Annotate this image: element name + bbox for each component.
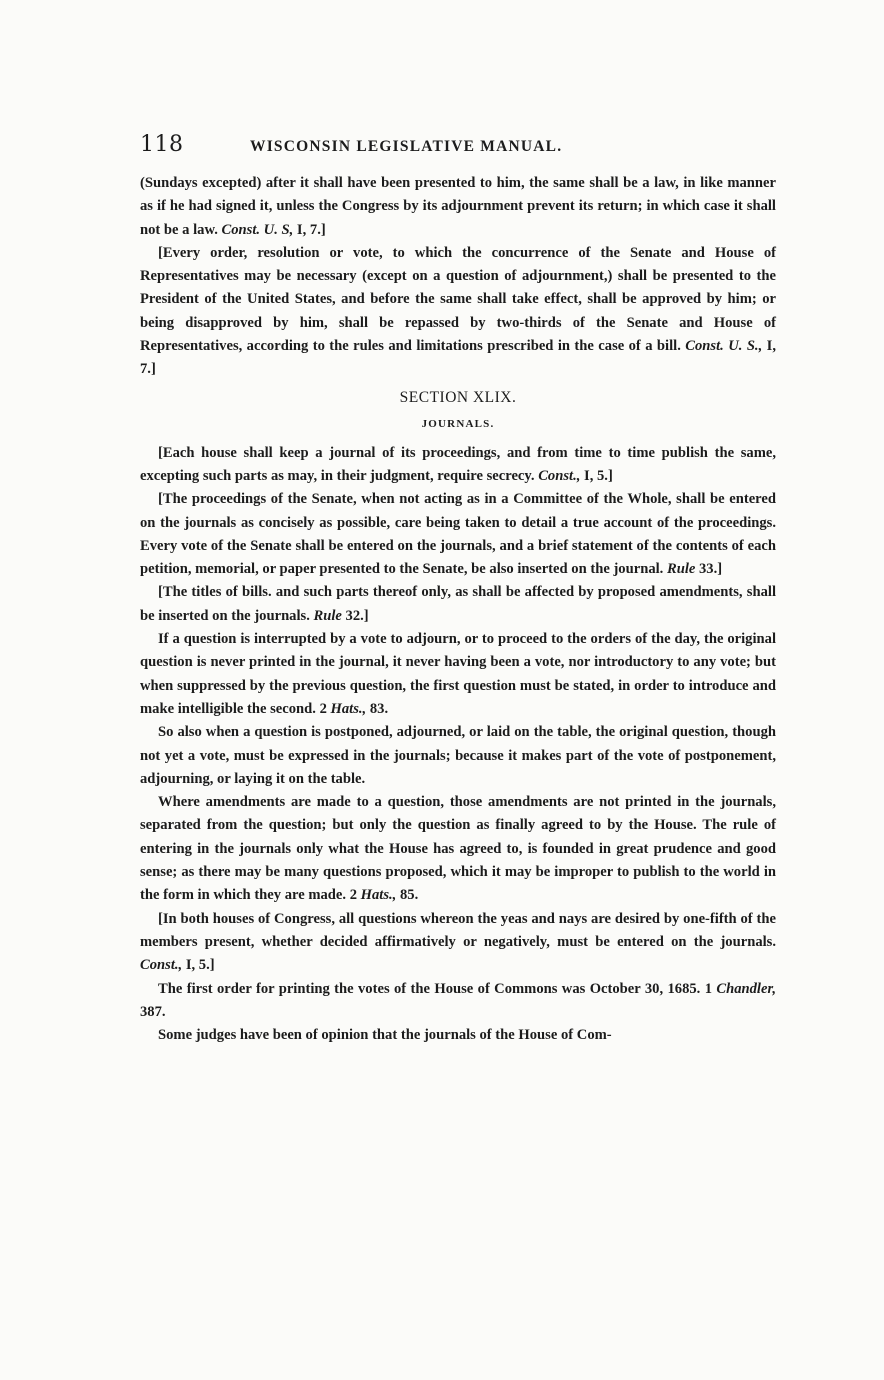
document-page [140,132,776,1047]
paragraph: [The titles of bills. and such parts thereof only, as shall be affected by proposed amendments, shall be inserted on the journals. Rule 32.] [140,584,776,624]
paragraph: [Every order, resolution or vote, to which the concurrence of the Senate and House of Representatives may be necessary (except on a question of adjournment,) shall be presented to the President of the United States, and before the same shall take effect, shall be approved by him; or being disapproved by him, shall be repassed by two-thirds of the Senate and House of Representatives, according to the rules and limitations prescribed in the case of a bill. Const. U. S., I, 7.] [140,244,776,378]
page-number: 118 [140,132,184,157]
paragraph: (Sundays excepted) after it shall have been presented to him, the same shall be a law, in like manner as if he had signed it, unless the Congress by its adjournment prevent its return; in which case it shall not be a law. Const. U. S, I, 7.] [140,175,776,238]
paragraph: So also when a question is postponed, adjourned, or laid on the table, the original question, though not yet a vote, must be expressed in the journals; because it makes part of the vote of postponement, adjourning, or laying it on the table. [140,724,776,787]
paragraph: Where amendments are made to a question, those amendments are not printed in the journals, separated from the question; but only the question as finally agreed to by the House. The rule of entering in the journals only what the House has agreed to, is founded in great prudence and good sense; as there may be many questions proposed, which it may be improper to publish to the world in the form in which they are made. 2 Hats., 85. [140,794,776,904]
section-title: SECTION XLIX. [399,388,517,406]
paragraph: [The proceedings of the Senate, when not acting as in a Committee of the Whole, shall be entered on the journals as concisely as possible, care being taken to detail a true account of the proceedings. Every vote of the Senate shall be entered on the journals, and a brief statement of the contents of each petition, memorial, or paper presented to the Senate, be also inserted on the journal. Rule 33.] [140,491,776,578]
paragraph: Some judges have been of opinion that the journals of the House of Com- [158,1027,612,1044]
paragraph: If a question is interrupted by a vote to adjourn, or to proceed to the orders of the day, the original question is never printed in the journal, it never having been a vote, nor introductory to any vote; but when suppressed by the previous question, the first question must be stated, in order to introduce and make intelligible the second. 2 Hats., 83. [140,631,776,717]
paragraph: The first order for printing the votes of the House of Commons was October 30, 1685. 1 Chandler, 387. [140,980,776,1020]
page-header [140,132,776,172]
paragraph: [Each house shall keep a journal of its proceedings, and from time to time publish the same, excepting such parts as may, in their judgment, require secrecy. Const., I, 5.] [140,444,776,484]
section-subtitle: JOURNALS. [421,417,495,430]
running-title: WISCONSIN LEGISLATIVE MANUAL. [250,138,563,155]
body-text [140,172,776,1047]
paragraph: [In both houses of Congress, all questions whereon the yeas and nays are desired by one-fifth of the members present, whether decided affirmatively or negatively, must be entered on the journals. Const., I, 5.] [140,910,776,974]
